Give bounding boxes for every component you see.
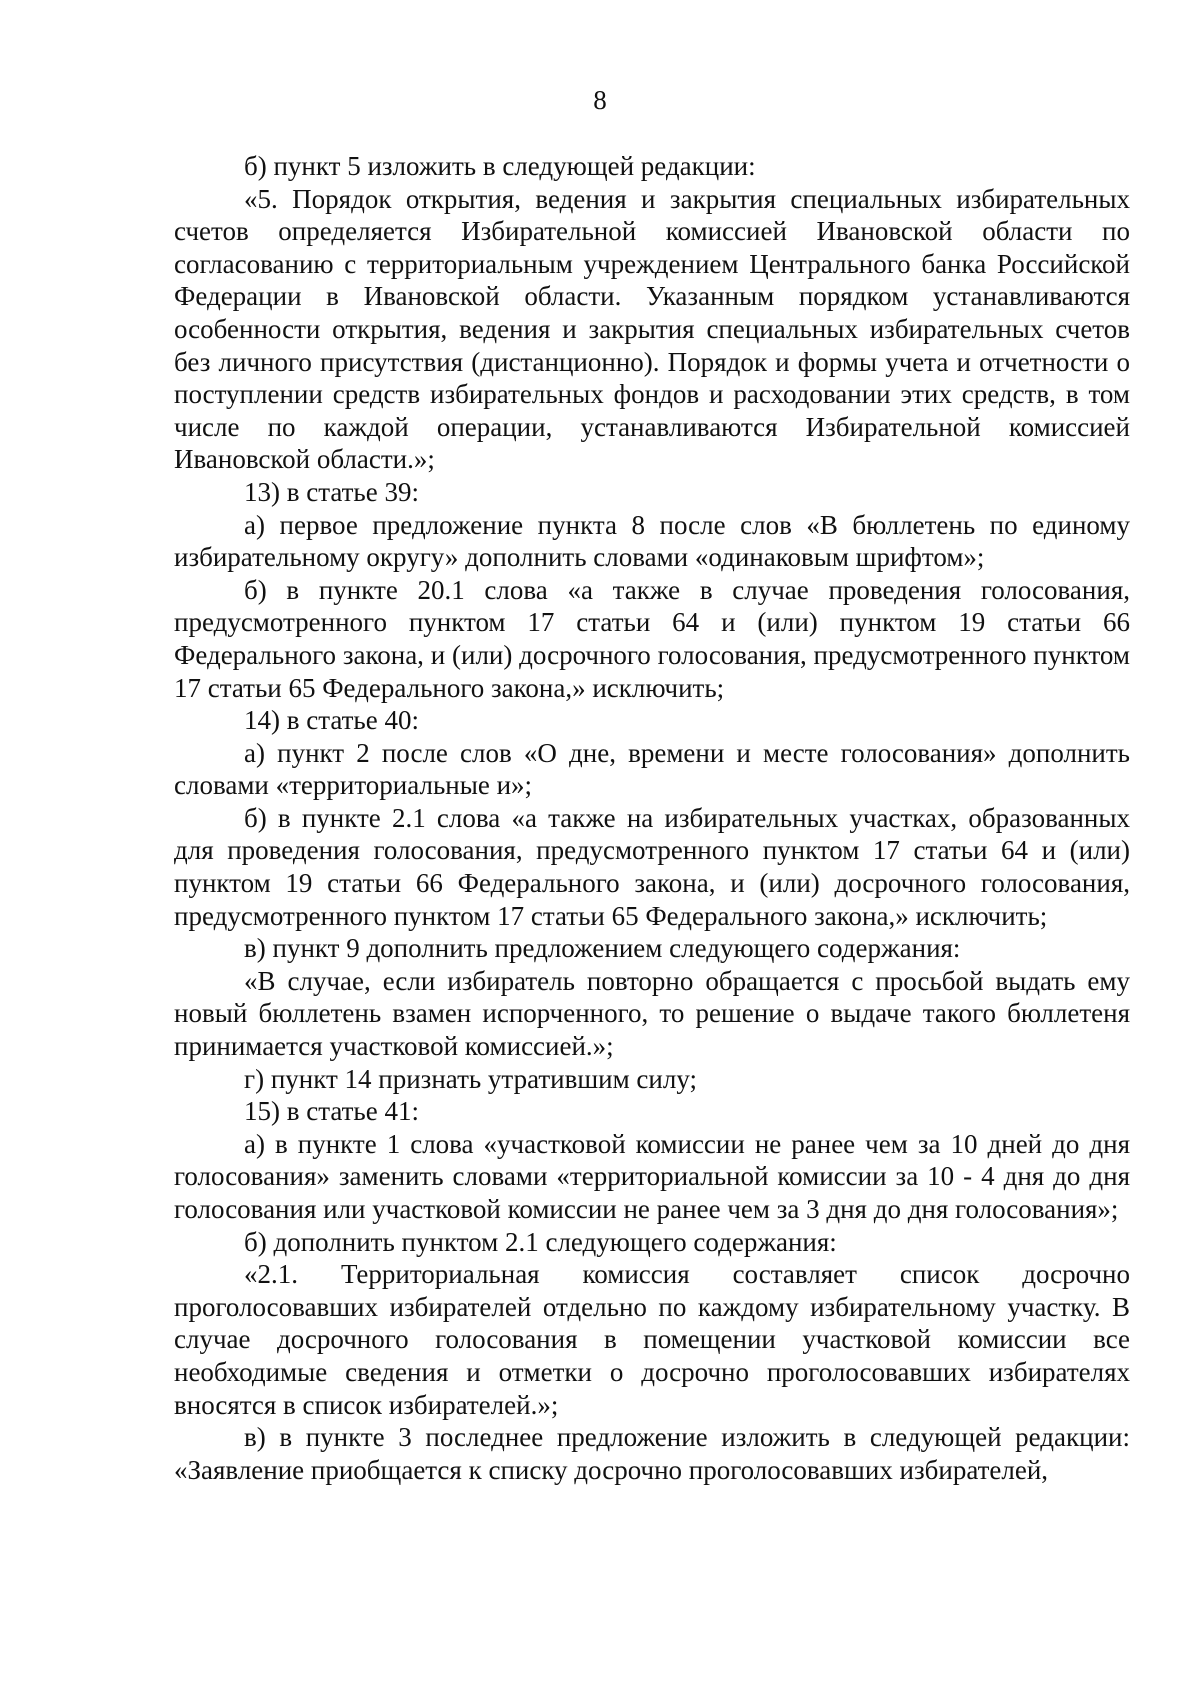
page-number: 8 [593,85,607,115]
paragraph: г) пункт 14 признать утратившим силу; [244,1063,697,1094]
paragraph: 15) в статье 41: [244,1096,419,1127]
paragraph: «5. Порядок открытия, ведения и закрытия специальных избирательных счетов определяется Избирательной комиссией Ивановской области по согласованию с территориальным учреждением Центрального банка Российской Федерации в Ивановской области. Указанным порядком устанавливаются особенности открытия, ведения и закрытия специальных избирательных счетов без личного присутствия (дистанционно). Порядок и формы учета и отчетности о поступлении средств избирательных фондов и расходовании этих средств, в том числе по каждой операции, устанавливаются Избирательной комиссией Ивановской области.»; [174,183,1130,475]
paragraph: 14) в статье 40: [244,705,419,736]
paragraph: б) в пункте 2.1 слова «а также на избирательных участках, образованных для проведения голосования, предусмотренного пунктом 17 статьи 64 и (или) пунктом 19 статьи 66 Федерального закона, и (или) досрочного голосования, предусмотренного пунктом 17 статьи 65 Федерального закона,» исключить; [174,802,1130,931]
paragraph: в) пункт 9 дополнить предложением следующего содержания: [244,933,961,964]
paragraph: а) пункт 2 после слов «О дне, времени и месте голосования» дополнить словами «территориальные и»; [174,737,1130,801]
paragraph: «2.1. Территориальная комиссия составляет список досрочно проголосовавших избирателей отдельно по каждому избирательному участку. В случае досрочного голосования в помещении участковой комиссии все необходимые сведения и отметки о досрочно проголосовавших избирателях вносятся в список избирателей.»; [174,1259,1130,1420]
paragraph: а) в пункте 1 слова «участковой комиссии не ранее чем за 10 дней до дня голосования» заменить словами «территориальной комиссии за 10 - 4 дня до дня голосования или участковой комиссии не ранее чем за 3 дня до дня голосования»; [174,1128,1130,1224]
paragraph: а) первое предложение пункта 8 после слов «В бюллетень по единому избирательному округу» дополнить словами «одинаковым шрифтом»; [174,509,1130,573]
paragraph: б) пункт 5 изложить в следующей редакции: [244,151,756,181]
paragraph: б) дополнить пунктом 2.1 следующего содержания: [244,1226,837,1257]
paragraph: в) в пункте 3 последнее предложение изложить в следующей редакции: «Заявление приобщается к списку досрочно проголосовавших избирателей, [174,1422,1130,1485]
paragraph: 13) в статье 39: [244,476,419,507]
paragraph: «В случае, если избиратель повторно обращается с просьбой выдать ему новый бюллетень взамен испорченного, то решение о выдаче такого бюллетеня принимается участковой комиссией.»; [174,965,1130,1062]
paragraph: б) в пункте 20.1 слова «а также в случае проведения голосования, предусмотренного пунктом 17 статьи 64 и (или) пунктом 19 статьи 66 Федерального закона, и (или) досрочного голосования, предусмотренного пунктом 17 статьи 65 Федерального закона,» исключить; [174,574,1130,703]
document-body [174,150,1130,1486]
